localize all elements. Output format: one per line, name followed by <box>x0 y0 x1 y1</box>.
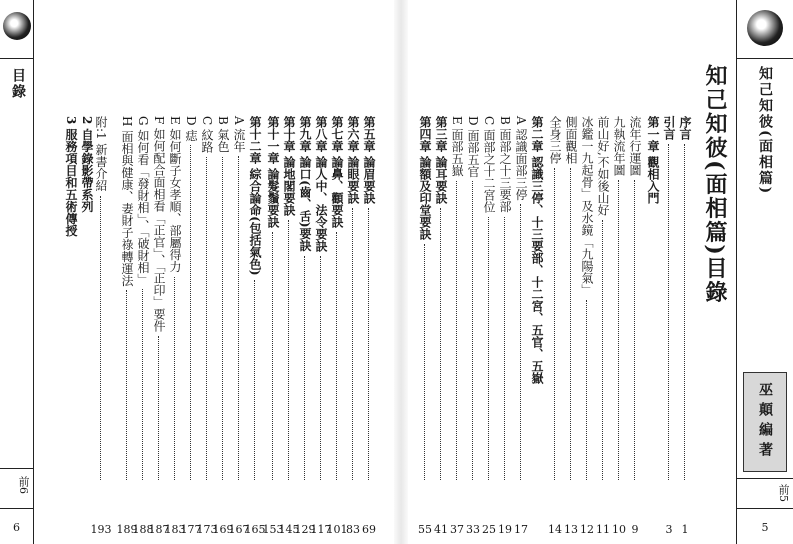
toc-page-number: 193 <box>90 523 112 536</box>
toc-page-number: 10 <box>612 523 626 536</box>
toc-page-number: 177 <box>180 523 202 536</box>
toc-entry <box>514 116 528 536</box>
toc-entry-title: 第七章 論鼻、顴要訣 <box>330 116 344 229</box>
toc-page-number: 3 <box>665 523 673 536</box>
toc-entry-title: C 面部之十二宮位 <box>482 116 496 213</box>
toc-entry <box>466 116 480 536</box>
page-label: 前6 <box>17 476 30 494</box>
toc-entry <box>310 116 332 536</box>
dot-leader <box>352 208 353 480</box>
toc-page-number: 9 <box>631 523 639 536</box>
toc-entry-title: 3 服務項目和五術傳授 <box>64 116 78 237</box>
divider <box>737 508 793 509</box>
divider <box>737 58 793 59</box>
divider <box>0 58 33 59</box>
toc-entry <box>180 116 202 536</box>
dot-leader <box>634 180 635 480</box>
toc-entry <box>346 116 360 536</box>
dot-leader <box>504 217 505 480</box>
dot-leader <box>254 280 255 480</box>
dot-leader <box>238 156 239 480</box>
toc-entry-title: 第十二章 綜合論命(包括氣色) <box>248 116 262 276</box>
dot-leader <box>440 208 441 480</box>
toc-entry-title: 第二章 認識三停、十三要部、十二宮、五官、五嶽 <box>530 116 544 385</box>
toc-entry-title: 附:1 新書介紹 <box>94 116 108 192</box>
toc-page-number: 117 <box>310 523 332 536</box>
dot-leader <box>158 336 159 480</box>
toc-entry <box>678 116 692 536</box>
toc-entry <box>418 116 432 536</box>
toc-page-number: 41 <box>434 523 448 536</box>
toc-page-number: 37 <box>450 523 464 536</box>
toc-page-number: 13 <box>564 523 578 536</box>
dot-leader <box>174 277 175 480</box>
toc-page-number: 165 <box>244 523 266 536</box>
toc-entry <box>482 116 496 536</box>
left-margin-strip <box>0 0 34 544</box>
toc-entry-title: D 面部五官 <box>466 116 480 178</box>
toc-page-number: 189 <box>116 523 138 536</box>
toc-entry <box>362 116 376 536</box>
dot-leader <box>520 204 521 480</box>
toc-entry-title: 引言 <box>662 116 676 140</box>
toc-entry <box>116 116 138 536</box>
toc-page-number: 145 <box>278 523 300 536</box>
dot-leader <box>206 157 207 480</box>
dot-leader <box>142 289 143 480</box>
dot-leader <box>126 290 127 480</box>
book-spine <box>394 0 408 544</box>
toc-entry-title: C 紋路 <box>200 116 214 153</box>
toc-page-number: 83 <box>346 523 360 536</box>
dot-leader <box>668 144 669 480</box>
dot-leader <box>272 232 273 480</box>
toc-entry <box>164 116 186 536</box>
page-title: 知己知彼(面相篇)目錄 <box>702 64 728 305</box>
toc-entry-title: 2 自學錄影帶系列 <box>80 116 94 213</box>
author-label: 巫顛編著 <box>743 372 787 472</box>
toc-entry-title: 序言 <box>678 116 692 140</box>
dot-leader <box>618 180 619 480</box>
toc-entry <box>580 116 594 536</box>
page-number: 6 <box>13 521 20 534</box>
toc-entry-title: 第九章 論口(齒、舌)要訣 <box>298 116 312 252</box>
toc-entry <box>498 116 512 536</box>
toc-entry-title: 第十一章 論髮鬚要訣 <box>266 116 280 229</box>
toc-entry <box>228 116 250 536</box>
dot-leader <box>320 256 321 480</box>
toc-entry <box>434 116 448 536</box>
toc-entry-title: H 面相與健康、妻財子祿轉運法 <box>120 116 134 287</box>
toc-page-number: 153 <box>262 523 284 536</box>
toc-page-number: 11 <box>596 523 610 536</box>
toc-page-number: 167 <box>228 523 250 536</box>
toc-entry <box>450 116 464 536</box>
dot-leader <box>472 181 473 480</box>
toc-entry-title: F 如何配合面相看「正官」、「正印」要件 <box>152 116 166 333</box>
toc-entry <box>244 116 266 536</box>
toc-entry-title: 前山好,不如後山好 <box>596 116 610 216</box>
toc-entry <box>646 116 660 536</box>
toc-page-number: 173 <box>196 523 218 536</box>
dot-leader <box>424 244 425 480</box>
toc-entry-title: B 氣色 <box>216 116 230 153</box>
toc-page-number: 187 <box>148 523 170 536</box>
toc-entry-title: G 如何看「發財相」、「破財相」 <box>136 116 150 286</box>
dot-leader <box>190 145 191 480</box>
toc-entry <box>596 116 610 536</box>
toc-entry <box>294 116 316 536</box>
toc-entry-title: 第四章 論額及印堂要訣 <box>418 116 432 241</box>
toc-entry <box>564 116 578 536</box>
toc-entry <box>662 116 676 536</box>
toc-page-number: 129 <box>294 523 316 536</box>
toc-entry <box>548 116 562 536</box>
toc-entry-title: 全身三停 <box>548 116 562 164</box>
toc-page-number: 19 <box>498 523 512 536</box>
toc-page-number: 69 <box>362 523 376 536</box>
toc-entry-title: 第八章 論人中、法令要訣 <box>314 116 328 253</box>
section-header: 知己知彼(面相篇) <box>757 66 773 196</box>
dot-leader <box>304 256 305 480</box>
toc-entry-title: 第五章 論眉要訣 <box>362 116 376 205</box>
toc-entry <box>212 116 234 536</box>
page-label: 前5 <box>777 484 790 502</box>
dot-leader <box>488 217 489 480</box>
divider <box>0 508 33 509</box>
dot-leader <box>602 220 603 480</box>
toc-entry <box>612 116 626 536</box>
toc-entry <box>132 116 154 536</box>
toc-entry-title: 第一章 觀相入門 <box>646 116 660 205</box>
dot-leader <box>554 168 555 480</box>
page-number: 5 <box>761 521 769 534</box>
globe-emblem-icon <box>3 12 31 40</box>
toc-entry-title: 流年行運圖 <box>628 116 642 176</box>
toc-entry-title: B 面部之十三要部 <box>498 116 512 213</box>
toc-entry-title: 九執流年圖 <box>612 116 626 176</box>
toc-page-number: 33 <box>466 523 480 536</box>
toc-entry <box>196 116 218 536</box>
toc-page-number: 183 <box>164 523 186 536</box>
toc-entry-title: E 面部五嶽 <box>450 116 464 177</box>
toc-entry <box>262 116 284 536</box>
toc-entry-title: 第十章 論地閣要訣 <box>282 116 296 217</box>
toc-page-number: 169 <box>212 523 234 536</box>
toc-entry <box>278 116 300 536</box>
dot-leader <box>570 168 571 480</box>
divider <box>737 478 793 479</box>
toc-page-number: 101 <box>326 523 348 536</box>
globe-emblem-icon <box>747 10 783 46</box>
dot-leader <box>586 300 587 480</box>
right-margin-strip <box>736 0 793 544</box>
dot-leader <box>222 157 223 480</box>
divider <box>0 468 33 469</box>
toc-page-number: 188 <box>132 523 154 536</box>
toc-entry-title: A 流年 <box>232 116 246 153</box>
toc-entry-title: E 如何斷子女孝順、部屬得力 <box>168 116 182 273</box>
toc-entry-title: 第六章 論眼要訣 <box>346 116 360 205</box>
toc-page-number: 14 <box>548 523 562 536</box>
dot-leader <box>368 208 369 480</box>
section-header: 目錄 <box>10 68 26 100</box>
toc-entry <box>628 116 642 536</box>
toc-entry-title: A 認識面部三停 <box>514 116 528 201</box>
dot-leader <box>684 144 685 480</box>
toc-entry-title: 第三章 論耳要訣 <box>434 116 448 205</box>
toc-entry-title: D 痣 <box>184 116 198 142</box>
dot-leader <box>288 220 289 480</box>
toc-entry <box>530 116 544 536</box>
dot-leader <box>100 196 101 481</box>
toc-page-number: 55 <box>418 523 432 536</box>
toc-entry <box>326 116 348 536</box>
toc-entry-title: 冰鑑一九起骨」及水鏡「九陽氣」 <box>580 116 594 296</box>
toc-entry <box>148 116 170 536</box>
toc-entry-title: 側面觀相 <box>564 116 578 164</box>
dot-leader <box>456 181 457 480</box>
toc-page-number: 25 <box>482 523 496 536</box>
toc-entry <box>64 116 78 536</box>
toc-page-number: 1 <box>681 523 689 536</box>
toc-entry <box>90 116 112 536</box>
dot-leader <box>336 232 337 480</box>
toc-entry <box>80 116 94 536</box>
toc-page-number: 17 <box>514 523 528 536</box>
toc-page-number: 12 <box>580 523 594 536</box>
